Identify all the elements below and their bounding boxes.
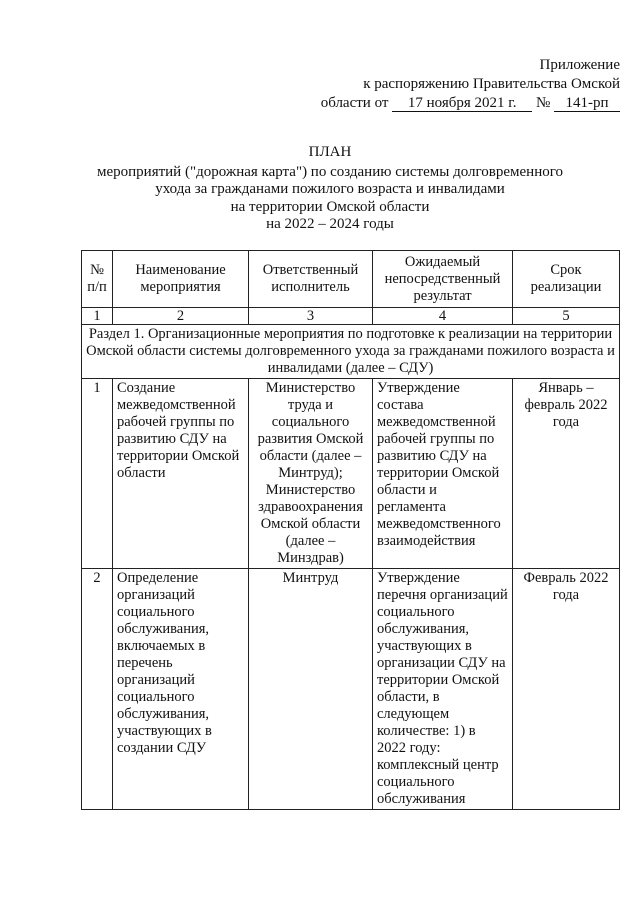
document-title bbox=[40, 144, 620, 234]
table-header-row bbox=[82, 251, 620, 308]
header-term: Срок реализации bbox=[513, 251, 620, 308]
plan-table bbox=[81, 250, 620, 810]
appendix-header bbox=[321, 56, 620, 113]
column-number: 4 bbox=[373, 308, 513, 325]
row-executor: Минтруд bbox=[249, 569, 373, 810]
row-result: Утверждение перечня организаций социального обслуживания, участвующих в организации СДУ на территории Омской области, в следующем количестве: 1) в 2022 году: комплексный центр социального обслуживания bbox=[373, 569, 513, 810]
table-row bbox=[82, 379, 620, 569]
title-line-2: ухода за гражданами пожилого возраста и инвалидами bbox=[155, 181, 505, 197]
row-result: Утверждение состава межведомственной рабочей группы по развитию СДУ на территории Омской области и регламента межведомственного взаимодействия bbox=[373, 379, 513, 569]
appendix-date-line bbox=[321, 94, 620, 113]
row-term: Январь – февраль 2022 года bbox=[513, 379, 620, 569]
row-number: 2 bbox=[82, 569, 113, 810]
title-plan: ПЛАН bbox=[308, 144, 352, 160]
appendix-number: 141-рп bbox=[554, 95, 620, 112]
column-number-row bbox=[82, 308, 620, 325]
row-number: 1 bbox=[82, 379, 113, 569]
header-num: № п/п bbox=[82, 251, 113, 308]
row-name: Создание межведомственной рабочей группы по развитию СДУ на территории Омской области bbox=[113, 379, 249, 569]
row-executor: Министерство труда и социального развития Омской области (далее – Минтруд); Министерство здравоохранения Омской области (далее – Минздрав) bbox=[249, 379, 373, 569]
column-number: 1 bbox=[82, 308, 113, 325]
table-row bbox=[82, 569, 620, 810]
appendix-number-label: № bbox=[535, 95, 551, 111]
header-result: Ожидаемый непосредственный результат bbox=[373, 251, 513, 308]
section-title: Раздел 1. Организационные мероприятия по подготовке к реализации на территории Омской области системы долговременного ухода за гражданами пожилого возраста и инвалидами (далее – СДУ) bbox=[82, 325, 620, 379]
section-row bbox=[82, 325, 620, 379]
appendix-order-line: к распоряжению Правительства Омской bbox=[363, 76, 620, 92]
appendix-title: Приложение bbox=[539, 57, 620, 73]
row-term: Февраль 2022 года bbox=[513, 569, 620, 810]
header-name: Наименование мероприятия bbox=[113, 251, 249, 308]
column-number: 3 bbox=[249, 308, 373, 325]
row-name: Определение организаций социального обслуживания, включаемых в перечень организаций социального обслуживания, участвующих в создании СДУ bbox=[113, 569, 249, 810]
appendix-date-prefix: области от bbox=[320, 95, 389, 111]
title-line-1: мероприятий ("дорожная карта") по созданию системы долговременного bbox=[96, 163, 563, 180]
column-number: 5 bbox=[513, 308, 620, 325]
column-number: 2 bbox=[113, 308, 249, 325]
title-line-4: на 2022 – 2024 годы bbox=[266, 216, 394, 232]
appendix-date: 17 ноября 2021 г. bbox=[392, 95, 532, 112]
title-line-3: на территории Омской области bbox=[230, 198, 430, 215]
header-executor: Ответственный исполнитель bbox=[249, 251, 373, 308]
